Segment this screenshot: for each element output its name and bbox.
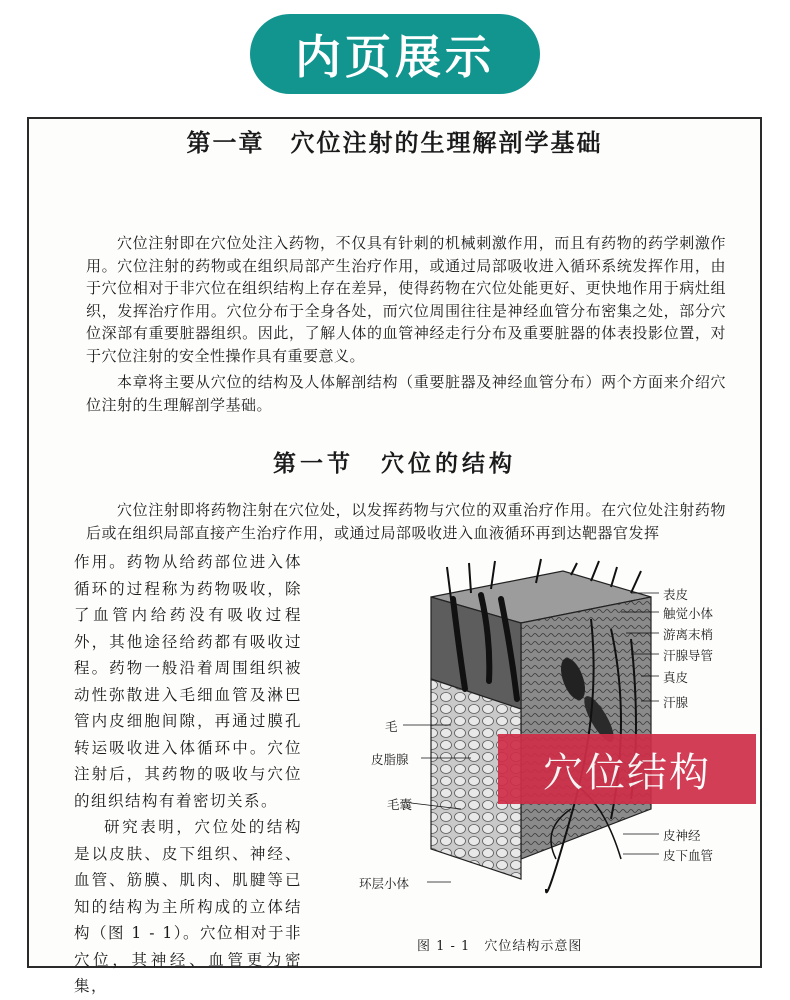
section-title: 第一节 穴位的结构	[273, 451, 516, 477]
book-page	[27, 117, 762, 995]
label-sweat-duct: 汗腺导管	[663, 648, 714, 663]
chapter-title: 第一章 穴位注射的生理解剖学基础	[186, 128, 603, 157]
column-text	[74, 549, 302, 1000]
label-hair: 毛	[385, 719, 398, 734]
column-paragraph-2: 研究表明，穴位处的结构是以皮肤、皮下组织、神经、血管、筋膜、肌肉、肌腱等已知的结构为主所构成的立体结构（图 1 - 1）。穴位相对于非穴位，其神经、血管更为密集，	[74, 818, 302, 995]
figure-caption: 图 1 - 1 穴位结构示意图	[417, 939, 583, 954]
column-paragraph-1: 作用。药物从给药部位进入体循环的过程称为药物吸收，除了血管内给药没有吸收过程外，其他途径给药都有吸收过程。药物一般沿着周围组织被动性弥散进入毛细血管及淋巴管内皮细胞间隙，再通过膜孔转运吸收进入体循环中。穴位注射后，其药物的吸收与穴位的组织结构有着密切关系。	[74, 553, 302, 810]
label-sweat-gland: 汗腺	[663, 695, 689, 710]
label-cutaneous-nerve: 皮神经	[663, 828, 701, 843]
label-free-nerve-ending: 游离末梢	[663, 627, 714, 642]
label-sebaceous-gland: 皮脂腺	[371, 752, 409, 767]
label-dermis: 真皮	[663, 670, 689, 685]
intro-paragraph-2: 本章将主要从穴位的结构及人体解剖结构（重要脏器及神经血管分布）两个方面来介绍穴位注射的生理解剖学基础。	[86, 373, 726, 414]
page-banner: 内页展示	[250, 14, 540, 94]
intro-paragraph-1: 穴位注射即在穴位处注入药物，不仅具有针刺的机械刺激作用，而且有药物的药学刺激作用。穴位注射的药物或在组织局部产生治疗作用，或通过局部吸收进入循环系统发挥作用，由于穴位相对于非穴位在组织结构上存在差异，使得药物在穴位处能更好、更快地作用于病灶组织，发挥治疗作用。穴位分布于全身各处，而穴位周围往往是神经血管分布密集之处，部分穴位深部有重要脏器组织。因此，了解人体的血管神经走行分布及重要脏器的体表投影位置，对于穴位注射的安全性操作具有重要意义。	[86, 234, 726, 365]
label-epidermis: 表皮	[663, 587, 689, 602]
label-tactile-corpuscle: 触觉小体	[663, 606, 714, 621]
label-lamellar-corpuscle: 环层小体	[359, 876, 410, 891]
section-paragraph: 穴位注射即将药物注射在穴位处，以发挥药物与穴位的双重治疗作用。在穴位处注射药物后或在组织局部直接产生治疗作用，或通过局部吸收进入血液循环再到达靶器官发挥	[86, 501, 726, 542]
label-subcutaneous-vessel: 皮下血管	[663, 848, 714, 863]
highlight-overlay-label: 穴位结构	[498, 734, 756, 804]
label-hair-follicle: 毛囊	[387, 797, 413, 812]
